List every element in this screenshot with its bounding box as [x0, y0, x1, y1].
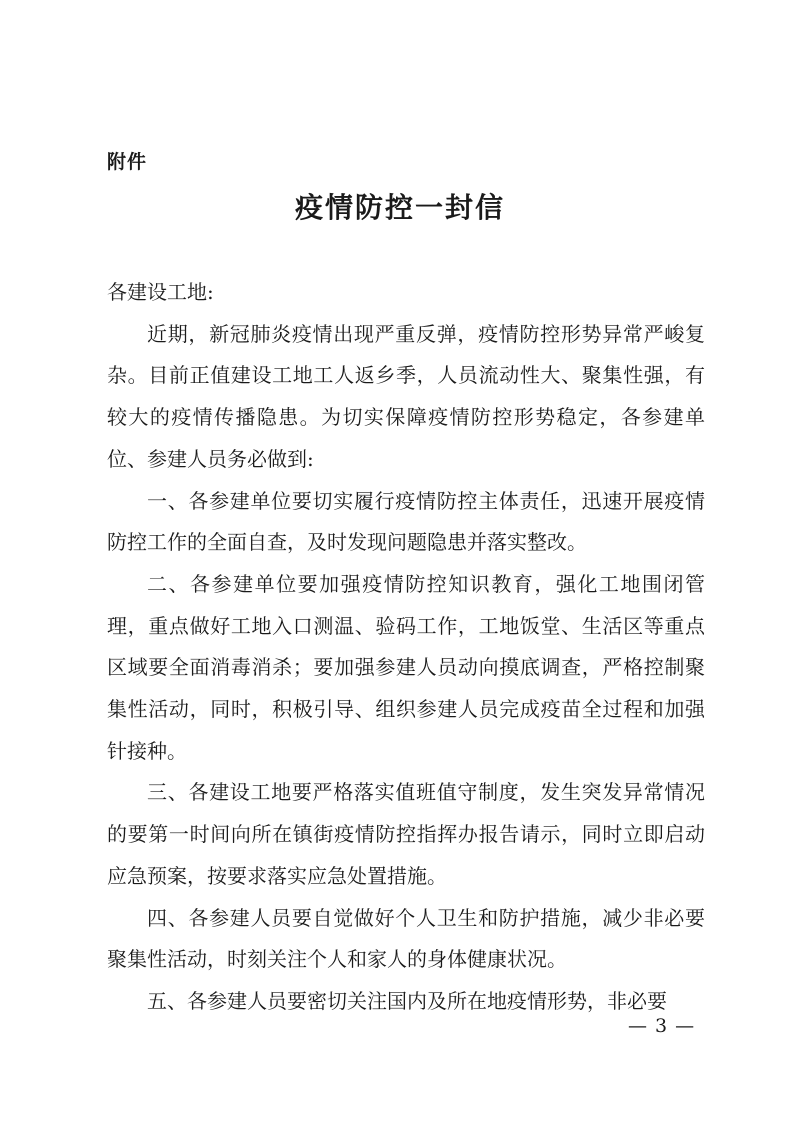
paragraph-item-5: 五、各参建人员要密切关注国内及所在地疫情形势，非必要 [147, 988, 667, 1013]
paragraph-item-3: 三、各建设工地要严格落实值班值守制度，发生突发异常情况的要第一时间向所在镇街疫情防控指挥办报告请示，同时立即启动应急预案，按要求落实应急处置措施。 [107, 780, 705, 888]
page-number: — 3 — [628, 1015, 696, 1037]
attachment-label: 附件 [107, 151, 148, 173]
document-title: 疫情防控一封信 [294, 191, 505, 224]
paragraph-item-2: 二、各参建单位要加强疫情防控知识教育，强化工地围闭管理，重点做好工地入口测温、验码工作，工地饭堂、生活区等重点区域要全面消毒消杀；要加强参建人员动向摸底调查，严格控制聚集性活动，同时，积极引导、组织参建人员完成疫苗全过程和加强针接种。 [107, 571, 705, 763]
paragraph-item-1: 一、各参建单位要切实履行疫情防控主体责任，迅速开展疫情防控工作的全面自查，及时发现问题隐患并落实整改。 [107, 488, 705, 555]
paragraph-intro: 近期，新冠肺炎疫情出现严重反弹，疫情防控形势异常严峻复杂。目前正值建设工地工人返乡季，人员流动性大、聚集性强，有较大的疫情传播隐患。为切实保障疫情防控形势稳定，各参建单位、参建人员务必做到: [107, 321, 705, 471]
salutation: 各建设工地: [107, 280, 214, 304]
letter-body [107, 272, 705, 1023]
paragraph-item-4: 四、各参建人员要自觉做好个人卫生和防护措施，减少非必要聚集性活动，时刻关注个人和家人的身体健康状况。 [107, 905, 705, 972]
